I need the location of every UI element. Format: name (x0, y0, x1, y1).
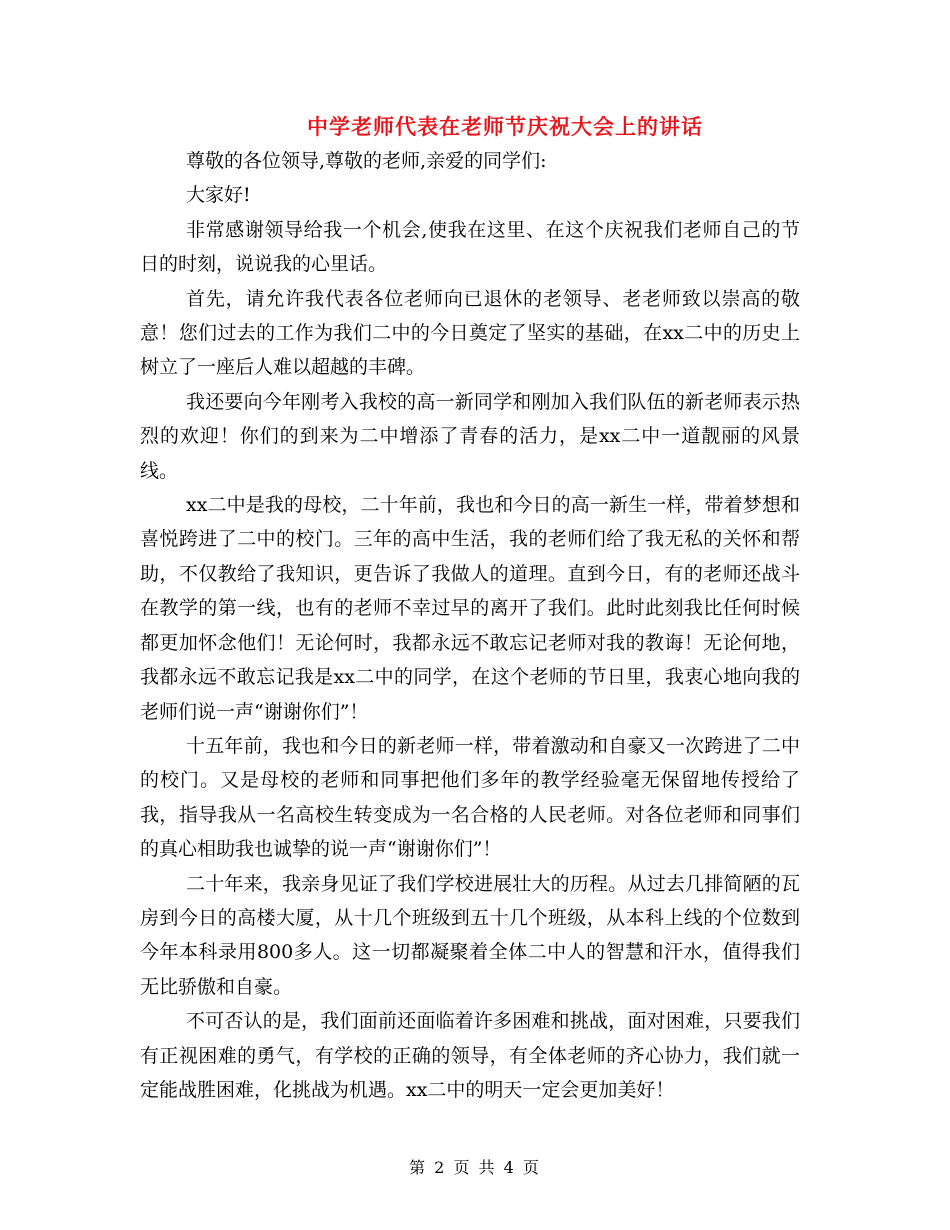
paragraph-greeting: 大家好! (186, 184, 251, 207)
document-title: 中学老师代表在老师节庆祝大会上的讲话 (307, 114, 703, 139)
paragraph: 二十年来，我亲身见证了我们学校进展壮大的历程。从过去几排简陋的瓦房到今日的高楼大厦，从十几个班级到五十几个班级，从本科上线的个位数到今年本科录用800多人。这一切都凝聚着全体二中人的智慧和汗水，值得我们无比骄傲和自豪。 (140, 872, 800, 998)
paragraph: 不可否认的是，我们面前还面临着许多困难和挑战，面对困难，只要我们有正视困难的勇气，有学校的正确的领导，有全体老师的齐心协力，我们就一定能战胜困难，化挑战为机遇。xx二中的明天一定会更加美好！ (140, 1010, 800, 1101)
paragraph: 非常感谢领导给我一个机会,使我在这里、在这个庆祝我们老师自己的节日的时刻，说说我的心里话。 (140, 218, 800, 276)
paragraph: 我还要向今年刚考入我校的高一新同学和刚加入我们队伍的新老师表示热烈的欢迎！你们的到来为二中增添了青春的活力，是xx二中一道靓丽的风景线。 (140, 390, 800, 482)
page-number-footer: 第 2 页 共 4 页 (409, 1158, 541, 1177)
paragraph: xx二中是我的母校，二十年前，我也和今日的高一新生一样，带着梦想和喜悦跨进了二中的校门。三年的高中生活，我的老师们给了我无私的关怀和帮助，不仅教给了我知识，更告诉了我做人的道理。直到今日，有的老师还战斗在教学的第一线，也有的老师不幸过早的离开了我们。此时此刻我比任何时候都更加怀念他们！无论何时，我都永远不敢忘记老师对我的教诲！无论何地，我都永远不敢忘记我是xx二中的同学，在这个老师的节日里，我衷心地向我的老师们说一声“谢谢你们”！ (140, 494, 800, 723)
document-body (140, 144, 800, 1107)
paragraph-salutation: 尊敬的各位领导,尊敬的老师,亲爱的同学们: (186, 150, 547, 172)
paragraph: 首先，请允许我代表各位老师向已退休的老领导、老老师致以崇高的敬意！您们过去的工作为我们二中的今日奠定了坚实的基础，在xx二中的历史上树立了一座后人难以超越的丰碑。 (140, 287, 800, 379)
paragraph: 十五年前，我也和今日的新老师一样，带着激动和自豪又一次跨进了二中的校门。又是母校的老师和同事把他们多年的教学经验毫无保留地传授给了我，指导我从一名高校生转变成为一名合格的人民老师。对各位老师和同事们的真心相助我也诚挚的说一声“谢谢你们”！ (140, 734, 800, 861)
